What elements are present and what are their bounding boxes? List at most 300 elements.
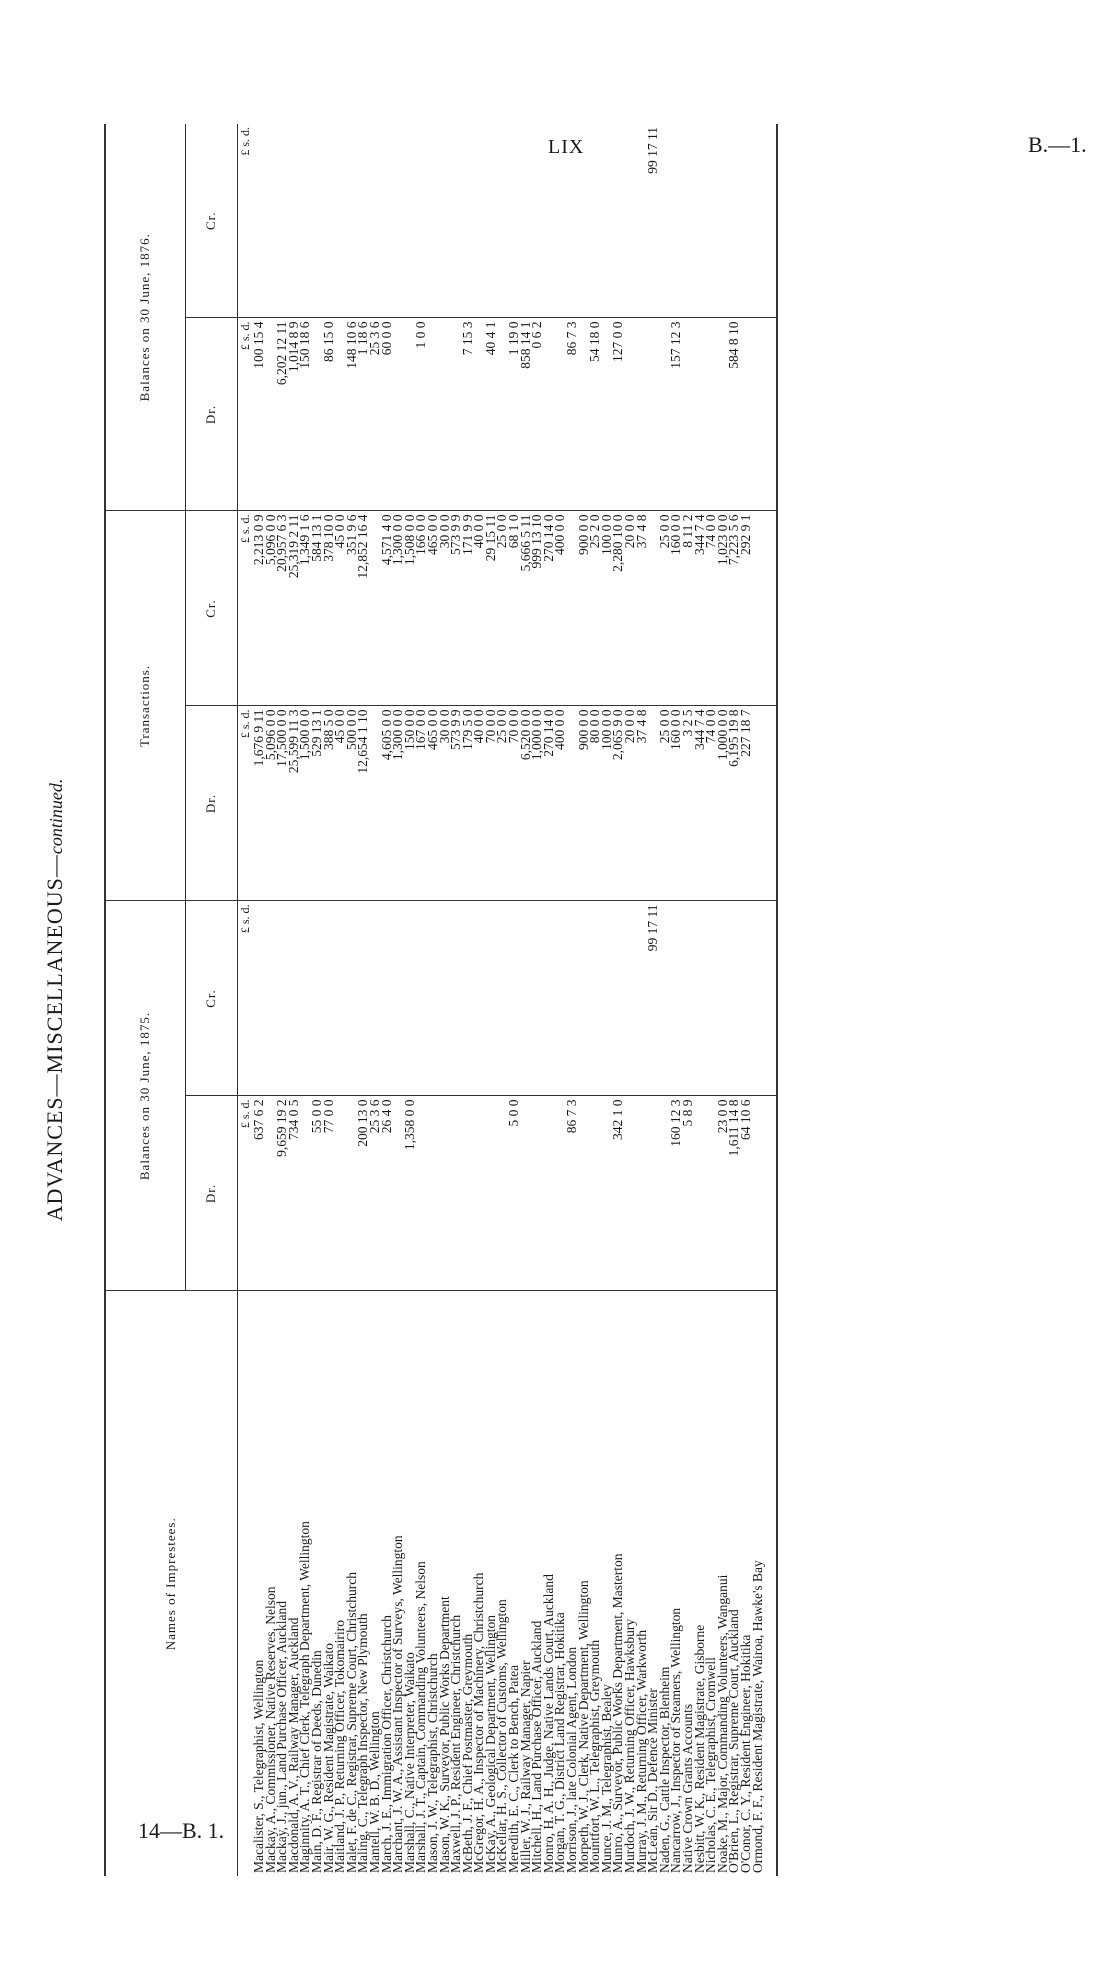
amount-tdr: 70 0 0 — [485, 706, 497, 901]
imprestee-name: Malet, F. de C., Registrar, Supreme Court, Christchurch — [343, 1572, 359, 1873]
amount-b76dr — [439, 318, 451, 511]
col-header-names: Names of Imprestees. — [105, 1291, 237, 1876]
amount-b75cr — [566, 901, 578, 1096]
imprestee-name: Nicholas, C. E., Telegraphist, Cromwell — [703, 1657, 719, 1873]
amount-b75cr — [392, 901, 404, 1096]
amount-b76dr: 54 18 0 — [589, 318, 601, 511]
amount-b76cr — [357, 124, 369, 318]
amount-tdr: 1,000 0 0 — [531, 706, 543, 901]
amount-b76cr — [311, 124, 323, 318]
amount-b75cr — [717, 901, 729, 1096]
amount-b75cr — [381, 901, 393, 1096]
imprestee-name: Marchant, J. W. A., Assistant Inspector of Surveys, Wellington — [390, 1535, 406, 1873]
amount-b76cr — [381, 124, 393, 318]
amount-tcr: 20 0 0 — [624, 511, 636, 706]
amount-tdr: 3 2 5 — [682, 706, 694, 901]
amount-tdr: 45 0 0 — [334, 706, 346, 901]
amount-b76cr — [323, 124, 335, 318]
imprestee-name: Miller, W. J., Railway Manager, Napier — [517, 1660, 533, 1873]
amount-b76dr: 100 15 4 — [253, 318, 265, 511]
amount-b76dr: 6,202 12 11 — [276, 318, 288, 511]
amount-b75cr — [705, 901, 717, 1096]
amount-tcr: 25 2 0 — [589, 511, 601, 706]
amount-b75cr — [439, 901, 451, 1096]
amount-tdr: 2,065 9 0 — [612, 706, 624, 901]
amount-b75cr — [346, 901, 358, 1096]
amount-tcr: 2,280 10 0 — [612, 511, 624, 706]
amount-b75cr — [740, 901, 752, 1096]
amount-b75dr: 342 1 0 — [612, 1096, 624, 1291]
amount-b76cr — [392, 124, 404, 318]
amount-b75dr: 26 4 0 — [381, 1096, 393, 1291]
amount-b75cr — [752, 901, 764, 1096]
table-row — [647, 124, 659, 1876]
amount-b76cr — [276, 124, 288, 318]
amount-b76cr — [439, 124, 451, 318]
amount-tcr: 5,666 5 11 — [520, 511, 532, 706]
amount-b76dr: 150 18 6 — [299, 318, 311, 511]
amount-tcr: 4,571 4 0 — [381, 511, 393, 706]
amount-b76dr — [636, 318, 648, 511]
imprestee-name: Mountfort, W. L., Telegraphist, Greymouth — [587, 1639, 603, 1873]
rotated-sheet — [34, 124, 1068, 1876]
amount-b76dr — [694, 318, 706, 511]
amount-b76dr: 86 15 0 — [323, 318, 335, 511]
amount-b75cr: 99 17 11 — [647, 901, 659, 1096]
amount-tcr: 29 15 11 — [485, 511, 497, 706]
amount-b76cr — [705, 124, 717, 318]
amount-tcr: 584 13 1 — [311, 511, 323, 706]
col-header-transactions: Transactions. — [105, 511, 185, 901]
amount-tcr: 5,096 0 0 — [265, 511, 277, 706]
imprestee-name: Macdonald, A. V., Railway Manager, Auckland — [285, 1617, 301, 1873]
amount-b75cr — [508, 901, 520, 1096]
amount-b75cr — [543, 901, 555, 1096]
amount-b76cr — [427, 124, 439, 318]
table-row — [392, 124, 404, 1876]
amount-b75cr — [589, 901, 601, 1096]
amount-tcr: 1,508 0 0 — [404, 511, 416, 706]
amount-tcr: 270 14 0 — [543, 511, 555, 706]
table-row — [578, 124, 590, 1876]
amount-b75cr — [601, 901, 613, 1096]
amount-tdr — [752, 706, 764, 901]
col-header-balances-1876: Balances on 30 June, 1876. — [105, 124, 185, 511]
amount-tcr: 2,213 0 9 — [253, 511, 265, 706]
units-label: £ s. d. — [237, 901, 253, 1096]
amount-b75dr: 86 7 3 — [566, 1096, 578, 1291]
imprestee-name: Mair, W. G., Resident Magistrate, Waikato — [320, 1643, 336, 1873]
imprestee-name: O'Brien, L., Registrar, Supreme Court, Auckland — [726, 1609, 742, 1873]
amount-b75dr — [624, 1096, 636, 1291]
table-row — [496, 124, 508, 1876]
imprestee-name: Maling, C., Telegraph Inspector, New Plymouth — [355, 1613, 371, 1873]
col-header-dr-trans: Dr. — [185, 706, 237, 901]
imprestee-name: Native Crown Grants Accounts — [679, 1703, 695, 1873]
amount-b75cr — [404, 901, 416, 1096]
imprestee-name: Marshall, J. T., Captain, Commanding Volunteers, Nelson — [413, 1561, 429, 1873]
imprestee-name: Nesbitt, W. K., Resident Magistrate, Gisborne — [691, 1624, 707, 1873]
amount-tdr: 12,654 1 10 — [357, 706, 369, 901]
amount-tcr: 573 9 9 — [450, 511, 462, 706]
units-label: £ s. d. — [237, 318, 253, 511]
imprestee-name: Maitland, J. P., Returning Officer, Tokomairiro — [332, 1620, 348, 1873]
amount-b76cr — [520, 124, 532, 318]
amount-b76dr — [624, 318, 636, 511]
imprestee-name: Morpeth, W. J., Clerk, Native Department, Wellington — [575, 1580, 591, 1873]
amount-tcr: 12,852 16 4 — [357, 511, 369, 706]
amount-b76dr: 40 4 1 — [485, 318, 497, 511]
amount-tcr: 25 0 0 — [659, 511, 671, 706]
table-row — [439, 124, 451, 1876]
amount-b75dr: 55 0 0 — [311, 1096, 323, 1291]
amount-tcr: 1,023 0 0 — [717, 511, 729, 706]
amount-b76dr: 60 0 0 — [381, 318, 393, 511]
amount-tdr: 17,500 0 0 — [276, 706, 288, 901]
table-row — [450, 124, 462, 1876]
col-header-dr-1876: Dr. — [185, 318, 237, 511]
imprestee-name: Morrison, J., late Colonial Agent, London — [564, 1646, 580, 1873]
imprestee-name: Maxwell, J. P., Resident Engineer, Christchurch — [448, 1614, 464, 1873]
amount-b75dr: 23 0 0 — [717, 1096, 729, 1291]
page-reference: B.—1. — [1028, 132, 1087, 157]
title-suffix: continued. — [46, 778, 66, 855]
amount-b76cr — [566, 124, 578, 318]
imprestee-name: McLean, Sir D., Defence Minister — [645, 1688, 661, 1873]
amount-b76cr — [694, 124, 706, 318]
amount-b75dr — [485, 1096, 497, 1291]
imprestee-name: McKay, A., Geological Department, Wellington — [482, 1615, 498, 1873]
amount-b75cr — [288, 901, 300, 1096]
amount-b76dr — [740, 318, 752, 511]
amount-tcr: 68 1 0 — [508, 511, 520, 706]
amount-b76cr — [612, 124, 624, 318]
amount-tdr: 4,605 0 0 — [381, 706, 393, 901]
amount-b75cr — [299, 901, 311, 1096]
amount-b76dr: 584 8 10 — [728, 318, 740, 511]
amount-tdr: 388 5 0 — [323, 706, 335, 901]
amount-b76cr — [589, 124, 601, 318]
amount-b75cr — [496, 901, 508, 1096]
amount-b75cr — [311, 901, 323, 1096]
amount-tdr: 6,195 19 8 — [728, 706, 740, 901]
amount-tdr: 1,300 0 0 — [392, 706, 404, 901]
amount-b76cr — [253, 124, 265, 318]
table-row — [276, 124, 288, 1876]
amount-tcr: 20,957 6 3 — [276, 511, 288, 706]
imprestee-name: McBeth, J. F., Chief Postmaster, Greymouth — [459, 1633, 475, 1873]
amount-tcr: 74 0 0 — [705, 511, 717, 706]
imprestee-name: Mackay, A., Commissioner, Native Reserves, Nelson — [262, 1586, 278, 1873]
table-row — [636, 124, 648, 1876]
amount-tdr: 37 4 8 — [636, 706, 648, 901]
amount-tdr: 5,096 0 0 — [265, 706, 277, 901]
amount-b76cr — [462, 124, 474, 318]
amount-b75dr: 25 3 6 — [369, 1096, 381, 1291]
amount-b75cr — [531, 901, 543, 1096]
imprestee-name: Mitchell, H., Land Purchase Officer, Auckland — [529, 1620, 545, 1873]
imprestee-name: Meredith, E. C., Clerk to Bench, Patea — [506, 1664, 522, 1873]
amount-b75dr — [589, 1096, 601, 1291]
amount-tdr: 227 18 7 — [740, 706, 752, 901]
amount-b75cr — [728, 901, 740, 1096]
amount-b76cr — [554, 124, 566, 318]
amount-tdr: 100 0 0 — [601, 706, 613, 901]
table-row — [369, 124, 381, 1876]
amount-tdr: 160 0 0 — [670, 706, 682, 901]
imprestee-name: Murdoch, J. W., Returning Officer, Hawksbury — [622, 1618, 637, 1873]
amount-b75dr — [473, 1096, 485, 1291]
amount-b76cr — [670, 124, 682, 318]
amount-tcr: 25,319 2 11 — [288, 511, 300, 706]
amount-tdr: 1,500 0 0 — [299, 706, 311, 901]
amount-b76dr: 1,014 8 9 — [288, 318, 300, 511]
amount-b75dr: 160 12 3 — [670, 1096, 682, 1291]
amount-tdr: 25 0 0 — [496, 706, 508, 901]
amount-b76cr — [752, 124, 764, 318]
amount-tcr: 378 10 0 — [323, 511, 335, 706]
amount-tdr: 30 0 0 — [439, 706, 451, 901]
table-row — [508, 124, 520, 1876]
amount-b75cr — [334, 901, 346, 1096]
amount-tcr — [752, 511, 764, 706]
amount-b75dr — [636, 1096, 648, 1291]
amount-b76cr — [531, 124, 543, 318]
amount-b76dr — [543, 318, 555, 511]
amount-tcr: 999 13 10 — [531, 511, 543, 706]
imprestee-name: Maginnity, A. T., Chief Clerk, Telegraph Department, Wellington — [297, 1521, 313, 1873]
amount-b75cr — [578, 901, 590, 1096]
amount-b76dr: 0 6 2 — [531, 318, 543, 511]
amount-b75dr — [334, 1096, 346, 1291]
table-row — [682, 124, 694, 1876]
imprestee-name: Mason, W. K., Surveyor, Public Works Department — [436, 1596, 452, 1873]
amount-b75cr — [323, 901, 335, 1096]
table-row — [728, 124, 740, 1876]
amount-b75cr — [659, 901, 671, 1096]
imprestee-name: Mackay, J., jun., Land Purchase Officer, Auckland — [274, 1600, 290, 1873]
amount-b75dr: 5 8 9 — [682, 1096, 694, 1291]
amount-b75cr — [520, 901, 532, 1096]
title-main: ADVANCES—MISCELLANEOUS— — [42, 854, 67, 1222]
amount-tcr: 465 0 0 — [427, 511, 439, 706]
amount-b75dr — [520, 1096, 532, 1291]
amount-tcr: 292 9 1 — [740, 511, 752, 706]
amount-b75cr — [265, 901, 277, 1096]
amount-b75cr — [670, 901, 682, 1096]
amount-b75cr — [612, 901, 624, 1096]
amount-b76cr — [415, 124, 427, 318]
amount-b75dr: 637 6 2 — [253, 1096, 265, 1291]
imprestee-name: Mason, J. W., Telegraphist, Christchurch — [424, 1653, 440, 1873]
amount-tcr: 1,349 1 6 — [299, 511, 311, 706]
amount-tdr: 344 7 4 — [694, 706, 706, 901]
imprestee-name: Murray, J. M., Returning Officer, Warkworth — [633, 1630, 649, 1873]
col-header-cr-1875: Cr. — [185, 901, 237, 1096]
imprestee-name: McKellar, H. S., Collector of Customs, Wellington — [494, 1599, 510, 1873]
amount-tcr: 900 0 0 — [578, 511, 590, 706]
amount-b76cr — [334, 124, 346, 318]
amount-b75cr — [554, 901, 566, 1096]
amount-b75dr — [450, 1096, 462, 1291]
amount-b75dr: 734 0 5 — [288, 1096, 300, 1291]
amount-b76dr — [392, 318, 404, 511]
col-header-cr-trans: Cr. — [185, 511, 237, 706]
amount-b75dr — [427, 1096, 439, 1291]
amount-b76cr — [578, 124, 590, 318]
amount-tcr: 344 7 4 — [694, 511, 706, 706]
amount-b76cr: 99 17 11 — [647, 124, 659, 318]
amount-tcr: 166 0 0 — [415, 511, 427, 706]
amount-tdr: 80 0 0 — [589, 706, 601, 901]
amount-tdr: 900 0 0 — [578, 706, 590, 901]
amount-b75dr: 9,659 19 2 — [276, 1096, 288, 1291]
table-row — [612, 124, 624, 1876]
amount-b76cr — [369, 124, 381, 318]
amount-b76cr — [288, 124, 300, 318]
amount-tcr: 100 0 0 — [601, 511, 613, 706]
amount-b76cr — [659, 124, 671, 318]
table-row — [415, 124, 427, 1876]
amount-b76cr — [450, 124, 462, 318]
amount-tdr: 1,676 9 11 — [253, 706, 265, 901]
imprestee-name: Nancarrow, J., Inspector of Steamers, Wellington — [668, 1607, 684, 1873]
amount-b76dr — [647, 318, 659, 511]
table-row — [520, 124, 532, 1876]
amount-tdr: 400 0 0 — [554, 706, 566, 901]
amount-tdr: 25 0 0 — [659, 706, 671, 901]
amount-tcr: 160 0 0 — [670, 511, 682, 706]
amount-tcr: 1,300 0 0 — [392, 511, 404, 706]
amount-b76cr — [265, 124, 277, 318]
amount-b75cr — [450, 901, 462, 1096]
amount-b76dr: 148 10 6 — [346, 318, 358, 511]
amount-b76dr: 25 3 6 — [369, 318, 381, 511]
imprestee-name: O'Conor, C. Y., Resident Engineer, Hokitika — [737, 1634, 753, 1873]
table-row — [554, 124, 566, 1876]
amount-b75dr: 64 10 6 — [740, 1096, 752, 1291]
amount-b76dr: 7 15 3 — [462, 318, 474, 511]
amount-b76cr — [682, 124, 694, 318]
amount-tdr: 25,599 11 3 — [288, 706, 300, 901]
amount-tcr: 351 9 6 — [346, 511, 358, 706]
imprestee-name: Ormond, F. F., Resident Magistrate, Wairoa, Hawke's Bay — [749, 1560, 765, 1873]
amount-b75dr — [752, 1096, 764, 1291]
amount-b76dr: 127 0 0 — [612, 318, 624, 511]
amount-tdr: 179 5 0 — [462, 706, 474, 901]
table-row — [752, 124, 764, 1876]
amount-tdr: 1,000 0 0 — [717, 706, 729, 901]
amount-b76cr — [740, 124, 752, 318]
page-footer: 14—B. 1. — [138, 1818, 225, 1843]
amount-b76dr — [682, 318, 694, 511]
amount-b75cr — [485, 901, 497, 1096]
amount-b75dr — [543, 1096, 555, 1291]
advances-table — [104, 124, 778, 1876]
amount-b76dr: 1 0 0 — [415, 318, 427, 511]
imprestee-name: Munro, A., Surveyor, Public Works Department, Masterton — [610, 1553, 626, 1873]
amount-tdr: 70 0 0 — [508, 706, 520, 901]
amount-b75cr — [682, 901, 694, 1096]
amount-tdr: 40 0 0 — [473, 706, 485, 901]
amount-b76cr — [404, 124, 416, 318]
amount-b75dr: 1,358 0 0 — [404, 1096, 416, 1291]
units-label: £ s. d. — [237, 706, 253, 901]
amount-b76cr — [624, 124, 636, 318]
amount-tdr: 500 0 0 — [346, 706, 358, 901]
table-row — [473, 124, 485, 1876]
amount-b76dr — [752, 318, 764, 511]
amount-tdr: 465 0 0 — [427, 706, 439, 901]
imprestee-name: Monro, H. A. H., Judge, Native Lands Court, Auckland — [540, 1574, 556, 1873]
amount-tdr: 529 13 1 — [311, 706, 323, 901]
amount-b76cr — [728, 124, 740, 318]
table-row — [589, 124, 601, 1876]
amount-b76cr — [717, 124, 729, 318]
units-label: £ s. d. — [237, 1096, 253, 1291]
imprestee-name: Naden, G., Cattle Inspector, Blenheim — [656, 1666, 672, 1873]
imprestee-name: Marshall, C., Native Interpreter, Waikato — [401, 1652, 417, 1873]
amount-b76cr — [299, 124, 311, 318]
imprestee-name: March, J. E., Immigration Officer, Christchurch — [378, 1615, 394, 1873]
table-body — [253, 124, 763, 1876]
amount-tcr: 400 0 0 — [554, 511, 566, 706]
imprestee-name: Mantell, W. B. D., Wellington — [366, 1711, 382, 1873]
amount-tdr: 6,520 0 0 — [520, 706, 532, 901]
amount-b76dr — [427, 318, 439, 511]
amount-b75cr — [415, 901, 427, 1096]
imprestee-name: Noake, M., Major, Commanding Volunteers, Wanganui — [714, 1574, 730, 1873]
amount-b75dr — [462, 1096, 474, 1291]
amount-b75cr — [694, 901, 706, 1096]
amount-tdr: 573 9 9 — [450, 706, 462, 901]
table-row — [299, 124, 311, 1876]
amount-b75cr — [462, 901, 474, 1096]
units-label: £ s. d. — [237, 511, 253, 706]
amount-tcr: 25 0 0 — [496, 511, 508, 706]
table-row — [357, 124, 369, 1876]
amount-b75dr: 5 0 0 — [508, 1096, 520, 1291]
amount-b76dr: 1 19 0 — [508, 318, 520, 511]
amount-tcr: 171 9 9 — [462, 511, 474, 706]
amount-tdr: 150 0 0 — [404, 706, 416, 901]
page-title — [42, 124, 68, 1876]
col-header-cr-1876: Cr. — [185, 124, 237, 318]
amount-b75dr: 77 0 0 — [323, 1096, 335, 1291]
amount-b75dr: 1,611 14 8 — [728, 1096, 740, 1291]
amount-b76cr — [473, 124, 485, 318]
amount-tcr: 30 0 0 — [439, 511, 451, 706]
amount-b76cr — [496, 124, 508, 318]
amount-b76cr — [508, 124, 520, 318]
amount-b76cr — [346, 124, 358, 318]
amount-b76dr: 157 12 3 — [670, 318, 682, 511]
amount-b75cr — [427, 901, 439, 1096]
imprestee-name: McGregor, H. A., Inspector of Machinery, Christchurch — [471, 1572, 487, 1873]
amount-b75dr — [578, 1096, 590, 1291]
col-header-balances-1875: Balances on 30 June, 1875. — [105, 901, 185, 1291]
table-row — [694, 124, 706, 1876]
units-label: £ s. d. — [237, 124, 253, 318]
imprestee-name: Munce, J. M., Telegraphist, Bealey — [598, 1684, 614, 1873]
amount-b75dr — [647, 1096, 659, 1291]
imprestee-name: Macalister, S., Telegraphist, Wellington — [251, 1659, 266, 1873]
page-number: LIX — [548, 136, 585, 158]
amount-b76dr: 86 7 3 — [566, 318, 578, 511]
imprestee-name: Main, D. F., Registrar of Deeds, Dunedin — [308, 1650, 324, 1873]
amount-tcr: 7,223 5 6 — [728, 511, 740, 706]
amount-tcr: 40 0 0 — [473, 511, 485, 706]
